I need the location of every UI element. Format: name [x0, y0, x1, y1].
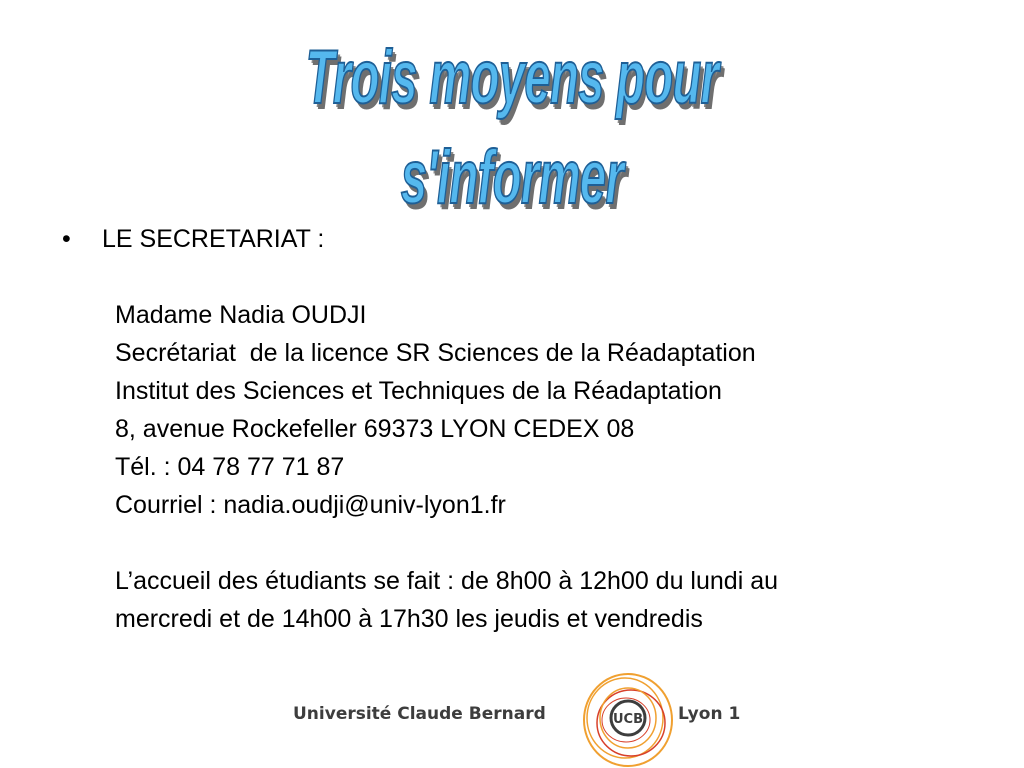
- contact-role: Secrétariat de la licence SR Sciences de la Réadaptation: [115, 339, 756, 367]
- bullet-icon: •: [62, 225, 71, 253]
- university-seal-icon: [578, 668, 678, 768]
- seal-text: UCB: [612, 712, 644, 727]
- contact-name: Madame Nadia OUDJI: [115, 301, 367, 329]
- hours-line-1: L’accueil des étudiants se fait : de 8h00 à 12h00 du lundi au: [115, 567, 779, 595]
- logo-left-text: Université Claude Bernard: [293, 704, 546, 724]
- logo-right-text: Lyon 1: [678, 704, 741, 724]
- section-heading: LE SECRETARIAT :: [102, 225, 325, 253]
- contact-block: [115, 296, 982, 638]
- hours-line-2: mercredi et de 14h00 à 17h30 les jeudis et vendredis: [115, 605, 703, 633]
- contact-email: Courriel : nadia.oudji@univ-lyon1.fr: [115, 491, 506, 519]
- contact-institute: Institut des Sciences et Techniques de la Réadaptation: [115, 377, 722, 405]
- contact-address: 8, avenue Rockefeller 69373 LYON CEDEX 08: [115, 415, 635, 443]
- page-title: Trois moyens pour s'informer: [305, 35, 719, 220]
- university-logo: [293, 668, 753, 768]
- secretariat-section: [62, 220, 982, 638]
- contact-phone: Tél. : 04 78 77 71 87: [115, 453, 345, 481]
- section-heading-row: [62, 220, 982, 258]
